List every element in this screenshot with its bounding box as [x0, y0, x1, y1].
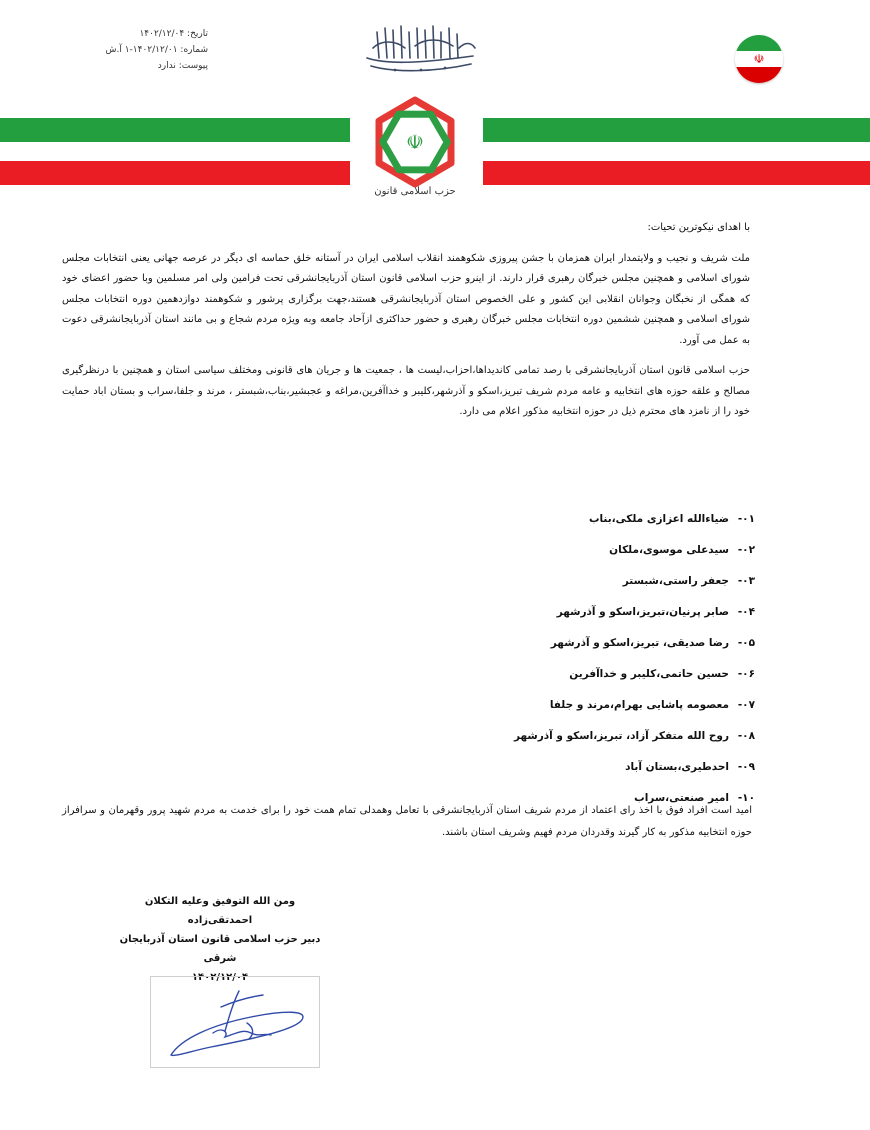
bismillah-calligraphy-image — [355, 18, 485, 80]
signature-block — [105, 892, 335, 987]
green-band-left — [0, 118, 350, 142]
candidate-name: روح الله متفکر آزاد، تبریز،اسکو و آذرشهر — [513, 730, 729, 742]
list-item — [470, 633, 755, 664]
candidate-name: احدطیری،بستان آباد — [625, 761, 729, 773]
candidate-name: امیر صنعتی،سراب — [634, 792, 729, 804]
signature-image — [151, 977, 319, 1067]
signature-date: ۱۴۰۲/۱۲/۰۴ — [191, 972, 249, 983]
letter-date: تاریخ: ۱۴۰۲/۱۲/۰۴ — [139, 29, 208, 39]
candidate-name: سیدعلی موسوی،ملکان — [609, 544, 729, 556]
candidate-list — [470, 509, 755, 819]
bismillah-calligraphy — [355, 18, 485, 80]
handwritten-signature — [150, 976, 320, 1068]
candidate-name: رضا صدیقی، تبریز،اسکو و آذرشهر — [550, 637, 729, 649]
signatory-title: دبیر حزب اسلامی قانون استان آذربایجان شرقی — [119, 934, 321, 964]
green-band-right — [483, 118, 870, 142]
candidate-number: ۰۹- — [737, 761, 755, 773]
red-band-right — [483, 161, 870, 185]
list-item — [470, 726, 755, 757]
list-item — [470, 602, 755, 633]
signatory-name: احمدتقی‌زاده — [187, 915, 253, 926]
candidate-name: جعفر راستی،شبستر — [622, 575, 729, 587]
flag-emblem: ☫ — [753, 52, 765, 66]
paragraph-endorsement: حزب اسلامی قانون استان آذربایجانشرقی با رصد تمامی کاندیداها،احزاب،لیست ها ، جمعیت ها و جریان های قانونی ومختلف سیاسی استان و همچنین با درنظرگیری مصالح و علقه حوزه های انتخابیه و عامه مردم شریف تبریز،اسکو و آذرشهر،کلیبر و خداآفرین،مراغه و عجبشیر،بناب،شبستر ، مرند و جلفا،سراب و بستان اباد حمایت خود را از نامزد های محترم ذیل در حوزه انتخابیه مذکور اعلام می دارد. — [62, 365, 750, 417]
letter-attachment: پیوست: ندارد — [157, 61, 208, 71]
iran-flag-icon — [735, 35, 783, 83]
candidate-name: ضیاءالله اعزازی ملکی،بناب — [588, 513, 729, 525]
list-item — [470, 695, 755, 726]
svg-text:☫: ☫ — [406, 130, 424, 154]
party-logo-caption: حزب اسلامی قانون — [374, 186, 456, 197]
paragraph-invitation: ملت شریف و نجیب و ولایتمدار ایران همزمان با جشن پیروزی شکوهمند انقلاب اسلامی ایران در آستانه خلق حماسه ای دیگر در عرصه جهانی یعنی انتخابات مجلس شورای اسلامی و همچنین مجلس خبرگان رهبری قرار دارند. از اینرو حزب اسلامی قانون استان آذربایجانشرقی تحت فرامین ولی امر مسلمین وبا حضور اعضای خود که همگی از نخبگان وجوانان انقلابی این کشور و علی الخصوص استان آذربایجانشرقی هستند،جهت برگزاری پرشور و شکوهمند دوازدهمین دوره انتخابات مجلس شورای اسلامی و همچنین ششمین دوره انتخابات مجلس خبرگان رهبری و حضور حداکثری ازآحاد جامعه وبه ویژه مردم شجاع و بی مانند استان آذربایجانشرقی دعوت به عمل می آورد. — [62, 252, 750, 346]
candidate-number: ۰۲- — [737, 544, 755, 556]
list-item — [470, 509, 755, 540]
candidate-name: معصومه پاشایی بهرام،مرند و جلفا — [549, 699, 729, 711]
list-item — [470, 664, 755, 695]
candidate-number: ۰۵- — [737, 637, 755, 649]
candidate-number: ۰۶- — [737, 668, 755, 680]
party-logo-emblem — [365, 92, 465, 192]
letter-body — [62, 218, 750, 433]
list-item — [470, 540, 755, 571]
candidate-number: ۰۱- — [737, 513, 755, 525]
greeting: با اهدای نیکوترین تحیات: — [647, 222, 750, 233]
candidate-number: ۱۰- — [737, 792, 755, 804]
party-logo — [365, 92, 465, 192]
letter-meta — [58, 26, 208, 74]
red-band-left — [0, 161, 350, 185]
list-item — [470, 571, 755, 602]
candidate-number: ۰۳- — [737, 575, 755, 587]
letter-number: شماره: ۱۴۰۲/۱۲/۰۱-۱ آ.ش — [105, 45, 208, 55]
closing-paragraph: امید است افراد فوق با اخذ رای اعتماد از مردم شریف استان آذربایجانشرقی با تعامل وهمدلی تمام همت خود را برای خدمت به مردم شهید پرور وقهرمان و سرافراز حوزه انتخابیه مذکور به کار گیرند وقدردان مردم فهیم وشریف استان باشند. — [62, 805, 752, 838]
candidate-number: ۰۴- — [737, 606, 755, 618]
candidate-number: ۰۷- — [737, 699, 755, 711]
closing-prayer: ومن الله التوفیق وعلیه التکلان — [144, 896, 296, 907]
candidate-name: حسین حاتمی،کلیبر و خداآفرین — [569, 668, 729, 680]
list-item — [470, 757, 755, 788]
candidate-number: ۰۸- — [737, 730, 755, 742]
candidate-name: صابر پرنیان،تبریز،اسکو و آذرشهر — [556, 606, 729, 618]
